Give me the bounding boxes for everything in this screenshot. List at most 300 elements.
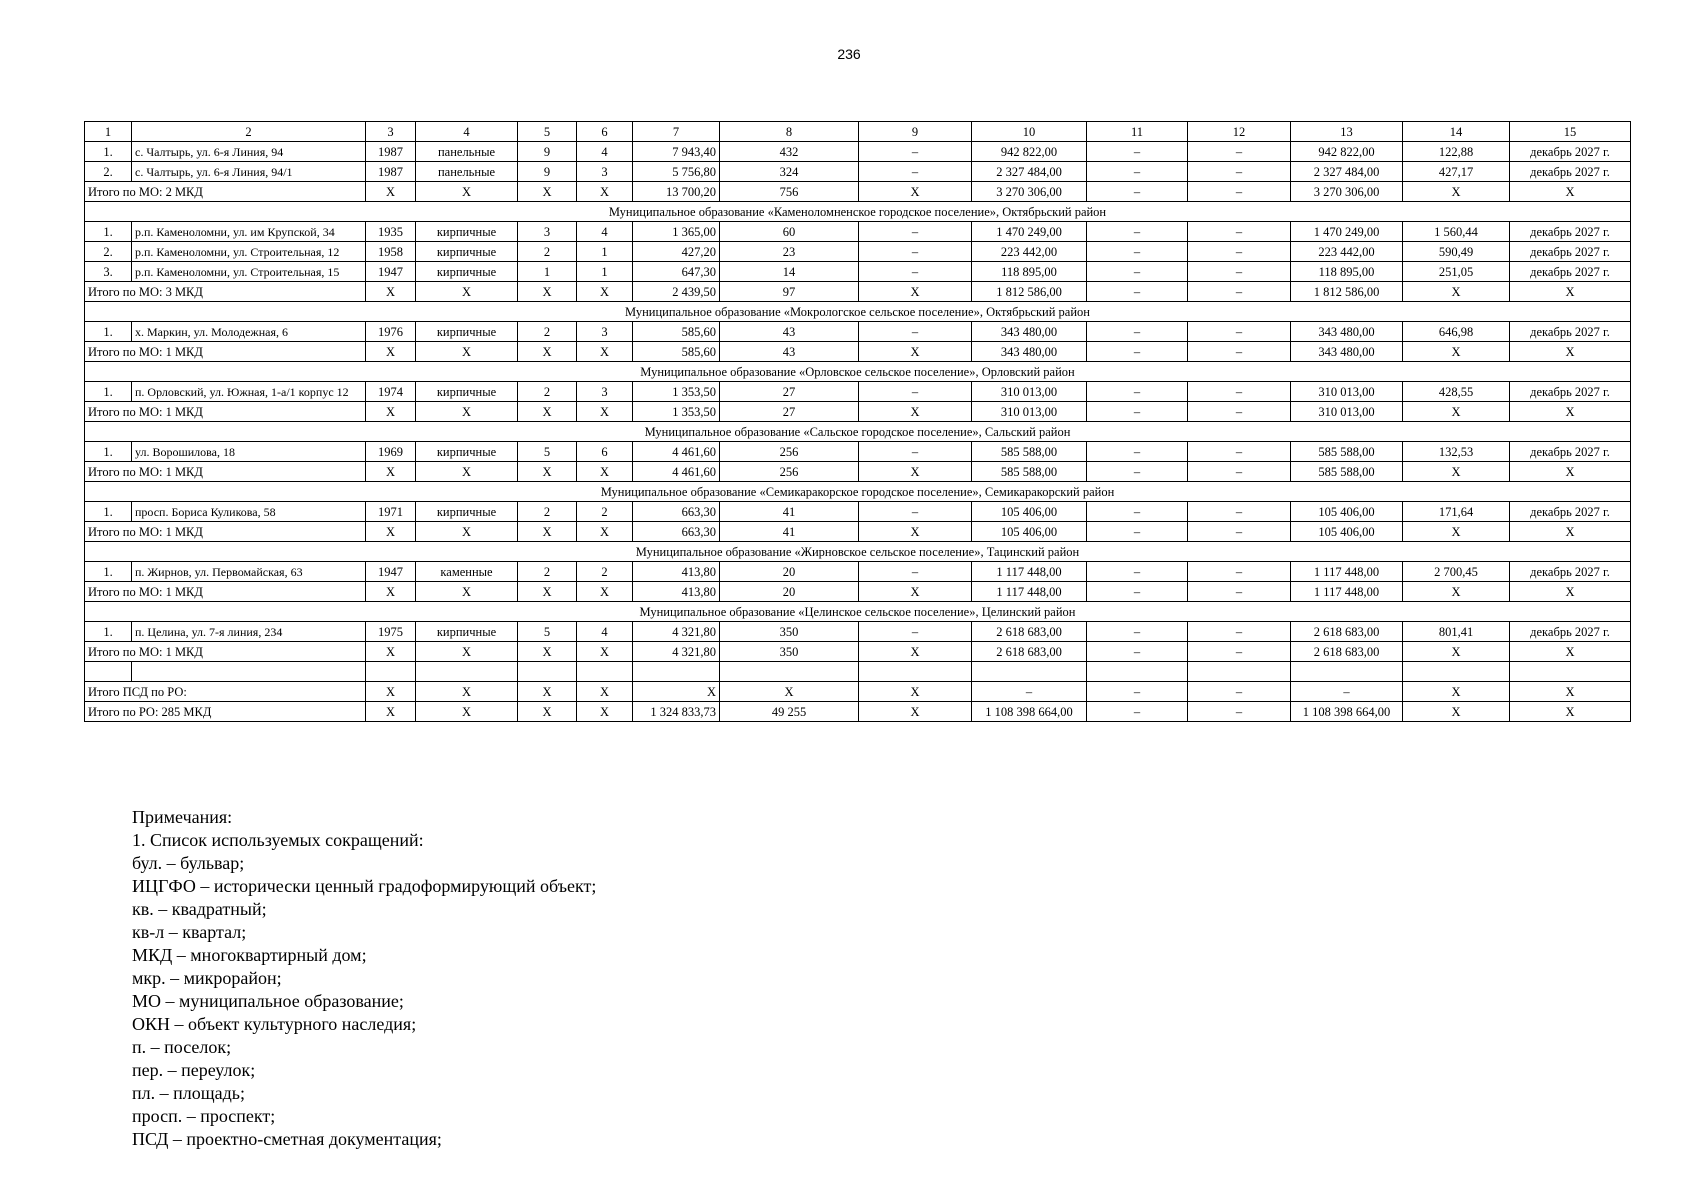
cell-c12: – <box>1188 222 1291 242</box>
cell-mat: кирпичные <box>416 262 518 282</box>
cell-c10: 310 013,00 <box>972 402 1087 422</box>
table-row <box>85 382 1631 402</box>
table-row <box>85 622 1631 642</box>
cell-c14: X <box>1403 342 1510 362</box>
cell-c13: 310 013,00 <box>1291 402 1403 422</box>
section-title: Муниципальное образование «Орловское сельское поселение», Орловский район <box>85 362 1631 382</box>
cell-c9: – <box>859 502 972 522</box>
cell-c14: X <box>1403 642 1510 662</box>
cell-c14: 427,17 <box>1403 162 1510 182</box>
note-line: пл. – площадь; <box>132 1083 245 1103</box>
cell-people: 350 <box>720 622 859 642</box>
cell-c12: – <box>1188 462 1291 482</box>
cell-mat: каменные <box>416 562 518 582</box>
cell-people: 350 <box>720 642 859 662</box>
notes-block <box>132 806 596 1151</box>
empty-cell <box>859 662 972 682</box>
cell-c14: X <box>1403 182 1510 202</box>
cell-entr: X <box>577 582 633 602</box>
cell-c11: – <box>1087 222 1188 242</box>
cell-c11: – <box>1087 142 1188 162</box>
cell-c9: X <box>859 402 972 422</box>
note-line: ОКН – объект культурного наследия; <box>132 1014 417 1034</box>
cell-floors: X <box>518 702 577 722</box>
cell-people: 20 <box>720 582 859 602</box>
cell-entr: 4 <box>577 622 633 642</box>
cell-c15: X <box>1510 342 1631 362</box>
column-header: 8 <box>720 122 859 142</box>
cell-area: 663,30 <box>633 522 720 542</box>
cell-c9: X <box>859 642 972 662</box>
total-label: Итого по МО: 1 МКД <box>85 582 366 602</box>
section-row <box>85 422 1631 442</box>
note-line: ИЦГФО – исторически ценный градоформирующий объект; <box>132 876 597 896</box>
row-number: 1. <box>85 322 132 342</box>
cell-c10: 343 480,00 <box>972 342 1087 362</box>
cell-c15: декабрь 2027 г. <box>1510 142 1631 162</box>
cell-floors: X <box>518 182 577 202</box>
cell-c14: 2 700,45 <box>1403 562 1510 582</box>
column-header: 15 <box>1510 122 1631 142</box>
cell-c12: – <box>1188 162 1291 182</box>
cell-people: 256 <box>720 442 859 462</box>
cell-c11: – <box>1087 502 1188 522</box>
cell-c10: 2 327 484,00 <box>972 162 1087 182</box>
cell-mat: кирпичные <box>416 622 518 642</box>
cell-c9: – <box>859 622 972 642</box>
cell-c9: X <box>859 182 972 202</box>
cell-c10: 223 442,00 <box>972 242 1087 262</box>
cell-year: 1947 <box>366 562 416 582</box>
cell-c14: 132,53 <box>1403 442 1510 462</box>
total-label: Итого по РО: 285 МКД <box>85 702 366 722</box>
empty-cell <box>1087 662 1188 682</box>
empty-cell <box>633 662 720 682</box>
empty-cell <box>132 662 366 682</box>
cell-year: X <box>366 642 416 662</box>
note-line: кв. – квадратный; <box>132 899 267 919</box>
cell-c15: X <box>1510 522 1631 542</box>
empty-cell <box>720 662 859 682</box>
cell-area: 4 461,60 <box>633 442 720 462</box>
cell-c15: X <box>1510 402 1631 422</box>
section-row <box>85 362 1631 382</box>
cell-area: 413,80 <box>633 562 720 582</box>
cell-c13: 2 618 683,00 <box>1291 622 1403 642</box>
cell-c12: – <box>1188 622 1291 642</box>
cell-c12: – <box>1188 402 1291 422</box>
cell-c9: X <box>859 282 972 302</box>
cell-c12: – <box>1188 522 1291 542</box>
cell-c12: – <box>1188 282 1291 302</box>
cell-c10: 105 406,00 <box>972 502 1087 522</box>
note-line: кв-л – квартал; <box>132 922 247 942</box>
total-label: Итого по МО: 1 МКД <box>85 402 366 422</box>
cell-c11: – <box>1087 622 1188 642</box>
note-line: Примечания: <box>132 807 233 827</box>
cell-c15: декабрь 2027 г. <box>1510 222 1631 242</box>
total-row <box>85 642 1631 662</box>
cell-c14: X <box>1403 682 1510 702</box>
note-line: МКД – многоквартирный дом; <box>132 945 367 965</box>
table-row <box>85 162 1631 182</box>
cell-c12: – <box>1188 142 1291 162</box>
cell-floors: X <box>518 342 577 362</box>
cell-c15: декабрь 2027 г. <box>1510 322 1631 342</box>
cell-c14: X <box>1403 462 1510 482</box>
cell-floors: 5 <box>518 442 577 462</box>
cell-year: 1976 <box>366 322 416 342</box>
address-cell: р.п. Каменоломни, ул. Строительная, 12 <box>132 242 366 262</box>
cell-mat: X <box>416 402 518 422</box>
column-header: 4 <box>416 122 518 142</box>
table-row <box>85 262 1631 282</box>
cell-c13: 3 270 306,00 <box>1291 182 1403 202</box>
cell-c12: – <box>1188 342 1291 362</box>
cell-c9: X <box>859 702 972 722</box>
cell-c13: 2 327 484,00 <box>1291 162 1403 182</box>
cell-floors: X <box>518 282 577 302</box>
row-number: 1. <box>85 222 132 242</box>
cell-people: 97 <box>720 282 859 302</box>
cell-entr: X <box>577 282 633 302</box>
total-label: Итого ПСД по РО: <box>85 682 366 702</box>
cell-c10: 118 895,00 <box>972 262 1087 282</box>
cell-c14: 801,41 <box>1403 622 1510 642</box>
cell-mat: кирпичные <box>416 382 518 402</box>
cell-area: 427,20 <box>633 242 720 262</box>
cell-c12: – <box>1188 642 1291 662</box>
cell-people: 324 <box>720 162 859 182</box>
cell-c10: 2 618 683,00 <box>972 622 1087 642</box>
cell-c9: – <box>859 242 972 262</box>
cell-c10: 2 618 683,00 <box>972 642 1087 662</box>
cell-c9: – <box>859 322 972 342</box>
cell-mat: X <box>416 282 518 302</box>
cell-c15: X <box>1510 582 1631 602</box>
cell-year: X <box>366 282 416 302</box>
cell-entr: X <box>577 182 633 202</box>
cell-entr: 6 <box>577 442 633 462</box>
cell-c14: X <box>1403 582 1510 602</box>
section-title: Муниципальное образование «Сальское городское поселение», Сальский район <box>85 422 1631 442</box>
cell-c9: – <box>859 142 972 162</box>
column-header: 13 <box>1291 122 1403 142</box>
cell-c11: – <box>1087 562 1188 582</box>
note-line: просп. – проспект; <box>132 1106 276 1126</box>
cell-c13: 343 480,00 <box>1291 342 1403 362</box>
cell-people: 43 <box>720 322 859 342</box>
cell-mat: X <box>416 702 518 722</box>
table-row <box>85 322 1631 342</box>
cell-area: 1 324 833,73 <box>633 702 720 722</box>
cell-year: 1987 <box>366 162 416 182</box>
empty-cell <box>1510 662 1631 682</box>
cell-people: 27 <box>720 402 859 422</box>
table-row <box>85 242 1631 262</box>
column-header: 10 <box>972 122 1087 142</box>
cell-c10: 1 470 249,00 <box>972 222 1087 242</box>
cell-c9: X <box>859 342 972 362</box>
row-number: 1. <box>85 442 132 462</box>
cell-c11: – <box>1087 402 1188 422</box>
cell-c13: 2 618 683,00 <box>1291 642 1403 662</box>
cell-area: 585,60 <box>633 342 720 362</box>
cell-c15: декабрь 2027 г. <box>1510 502 1631 522</box>
cell-area: 7 943,40 <box>633 142 720 162</box>
page-number: 236 <box>837 46 861 62</box>
section-row <box>85 302 1631 322</box>
cell-year: 1974 <box>366 382 416 402</box>
cell-c10: 1 117 448,00 <box>972 562 1087 582</box>
address-cell: ул. Ворошилова, 18 <box>132 442 366 462</box>
cell-c14: 1 560,44 <box>1403 222 1510 242</box>
cell-people: 43 <box>720 342 859 362</box>
cell-entr: X <box>577 642 633 662</box>
total-label: Итого по МО: 1 МКД <box>85 522 366 542</box>
row-number: 2. <box>85 162 132 182</box>
note-line: пер. – переулок; <box>132 1060 256 1080</box>
cell-c11: – <box>1087 182 1188 202</box>
cell-floors: 2 <box>518 242 577 262</box>
cell-c13: 1 470 249,00 <box>1291 222 1403 242</box>
cell-area: 585,60 <box>633 322 720 342</box>
cell-c10: 343 480,00 <box>972 322 1087 342</box>
cell-area: 663,30 <box>633 502 720 522</box>
address-cell: п. Орловский, ул. Южная, 1-а/1 корпус 12 <box>132 382 366 402</box>
cell-floors: 3 <box>518 222 577 242</box>
cell-entr: X <box>577 342 633 362</box>
column-header: 5 <box>518 122 577 142</box>
cell-c11: – <box>1087 462 1188 482</box>
cell-entr: 3 <box>577 382 633 402</box>
cell-c12: – <box>1188 262 1291 282</box>
cell-mat: кирпичные <box>416 502 518 522</box>
total-label: Итого по МО: 1 МКД <box>85 462 366 482</box>
cell-mat: X <box>416 582 518 602</box>
cell-c13: 105 406,00 <box>1291 522 1403 542</box>
column-header: 2 <box>132 122 366 142</box>
cell-c11: – <box>1087 582 1188 602</box>
cell-c15: декабрь 2027 г. <box>1510 262 1631 282</box>
cell-c9: – <box>859 442 972 462</box>
cell-c9: X <box>859 462 972 482</box>
cell-area: X <box>633 682 720 702</box>
empty-cell <box>85 662 132 682</box>
empty-cell <box>1291 662 1403 682</box>
cell-year: X <box>366 702 416 722</box>
cell-c12: – <box>1188 702 1291 722</box>
cell-area: 647,30 <box>633 262 720 282</box>
cell-year: X <box>366 182 416 202</box>
total-row <box>85 342 1631 362</box>
section-title: Муниципальное образование «Жирновское сельское поселение», Тацинский район <box>85 542 1631 562</box>
total-row <box>85 582 1631 602</box>
cell-c15: декабрь 2027 г. <box>1510 382 1631 402</box>
section-title: Муниципальное образование «Каменоломненское городское поселение», Октябрьский район <box>85 202 1631 222</box>
total-row <box>85 182 1631 202</box>
cell-c14: 590,49 <box>1403 242 1510 262</box>
note-line: бул. – бульвар; <box>132 853 245 873</box>
cell-c13: 223 442,00 <box>1291 242 1403 262</box>
cell-floors: 5 <box>518 622 577 642</box>
cell-c14: X <box>1403 522 1510 542</box>
row-number: 1. <box>85 502 132 522</box>
cell-c12: – <box>1188 182 1291 202</box>
housing-repair-table <box>84 121 1631 722</box>
cell-mat: X <box>416 522 518 542</box>
address-cell: р.п. Каменоломни, ул. им Крупской, 34 <box>132 222 366 242</box>
cell-c13: 310 013,00 <box>1291 382 1403 402</box>
cell-mat: панельные <box>416 162 518 182</box>
cell-c9: – <box>859 382 972 402</box>
address-cell: р.п. Каменоломни, ул. Строительная, 15 <box>132 262 366 282</box>
cell-c9: – <box>859 562 972 582</box>
cell-c9: – <box>859 162 972 182</box>
cell-c13: 1 117 448,00 <box>1291 582 1403 602</box>
cell-c15: X <box>1510 462 1631 482</box>
cell-c14: X <box>1403 282 1510 302</box>
cell-area: 13 700,20 <box>633 182 720 202</box>
note-line: п. – поселок; <box>132 1037 232 1057</box>
row-number: 2. <box>85 242 132 262</box>
cell-mat: X <box>416 462 518 482</box>
cell-floors: 1 <box>518 262 577 282</box>
cell-c14: 122,88 <box>1403 142 1510 162</box>
cell-area: 2 439,50 <box>633 282 720 302</box>
cell-year: 1975 <box>366 622 416 642</box>
cell-mat: X <box>416 682 518 702</box>
column-header: 9 <box>859 122 972 142</box>
header-row <box>85 122 1631 142</box>
row-number: 1. <box>85 382 132 402</box>
cell-c9: X <box>859 522 972 542</box>
total-label: Итого по МО: 1 МКД <box>85 642 366 662</box>
cell-floors: X <box>518 642 577 662</box>
cell-year: 1987 <box>366 142 416 162</box>
table-row <box>85 442 1631 462</box>
cell-mat: панельные <box>416 142 518 162</box>
address-cell: просп. Бориса Куликова, 58 <box>132 502 366 522</box>
cell-c11: – <box>1087 682 1188 702</box>
empty-cell <box>1188 662 1291 682</box>
total-row <box>85 282 1631 302</box>
cell-floors: 2 <box>518 382 577 402</box>
cell-c10: 310 013,00 <box>972 382 1087 402</box>
cell-people: 14 <box>720 262 859 282</box>
cell-mat: кирпичные <box>416 442 518 462</box>
total-row <box>85 522 1631 542</box>
empty-cell <box>577 662 633 682</box>
cell-c11: – <box>1087 522 1188 542</box>
cell-c13: 585 588,00 <box>1291 442 1403 462</box>
cell-entr: X <box>577 402 633 422</box>
column-header: 1 <box>85 122 132 142</box>
cell-c10: 105 406,00 <box>972 522 1087 542</box>
cell-year: X <box>366 402 416 422</box>
cell-year: 1969 <box>366 442 416 462</box>
cell-c9: – <box>859 262 972 282</box>
cell-c13: 1 812 586,00 <box>1291 282 1403 302</box>
cell-c10: – <box>972 682 1087 702</box>
cell-c13: 1 108 398 664,00 <box>1291 702 1403 722</box>
cell-people: 256 <box>720 462 859 482</box>
cell-area: 1 365,00 <box>633 222 720 242</box>
cell-people: 756 <box>720 182 859 202</box>
cell-entr: 2 <box>577 562 633 582</box>
cell-mat: кирпичные <box>416 322 518 342</box>
cell-floors: 2 <box>518 322 577 342</box>
cell-people: 432 <box>720 142 859 162</box>
cell-floors: X <box>518 682 577 702</box>
cell-c12: – <box>1188 442 1291 462</box>
cell-mat: кирпичные <box>416 222 518 242</box>
section-row <box>85 482 1631 502</box>
cell-year: X <box>366 342 416 362</box>
section-title: Муниципальное образование «Мокрологское сельское поселение», Октябрьский район <box>85 302 1631 322</box>
cell-people: 60 <box>720 222 859 242</box>
table-row <box>85 222 1631 242</box>
cell-c11: – <box>1087 282 1188 302</box>
empty-cell <box>1403 662 1510 682</box>
cell-year: X <box>366 682 416 702</box>
cell-entr: X <box>577 462 633 482</box>
cell-c13: 585 588,00 <box>1291 462 1403 482</box>
total-row <box>85 402 1631 422</box>
cell-people: 23 <box>720 242 859 262</box>
cell-c14: X <box>1403 702 1510 722</box>
column-header: 12 <box>1188 122 1291 142</box>
cell-c12: – <box>1188 382 1291 402</box>
note-line: 1. Список используемых сокращений: <box>132 830 424 850</box>
cell-c10: 585 588,00 <box>972 442 1087 462</box>
cell-c14: 251,05 <box>1403 262 1510 282</box>
cell-c12: – <box>1188 682 1291 702</box>
cell-year: 1971 <box>366 502 416 522</box>
total-row <box>85 462 1631 482</box>
row-number: 1. <box>85 142 132 162</box>
total-label: Итого по МО: 1 МКД <box>85 342 366 362</box>
cell-area: 5 756,80 <box>633 162 720 182</box>
cell-area: 1 353,50 <box>633 382 720 402</box>
table-row <box>85 562 1631 582</box>
cell-year: 1947 <box>366 262 416 282</box>
table-row <box>85 142 1631 162</box>
cell-c12: – <box>1188 242 1291 262</box>
cell-c14: 171,64 <box>1403 502 1510 522</box>
cell-c15: декабрь 2027 г. <box>1510 162 1631 182</box>
cell-people: X <box>720 682 859 702</box>
cell-c14: 428,55 <box>1403 382 1510 402</box>
cell-c13: 942 822,00 <box>1291 142 1403 162</box>
cell-c10: 1 117 448,00 <box>972 582 1087 602</box>
cell-c10: 1 108 398 664,00 <box>972 702 1087 722</box>
cell-entr: 4 <box>577 222 633 242</box>
cell-c11: – <box>1087 702 1188 722</box>
cell-floors: X <box>518 402 577 422</box>
column-header: 11 <box>1087 122 1188 142</box>
cell-c13: 118 895,00 <box>1291 262 1403 282</box>
grand-total-row <box>85 702 1631 722</box>
section-row <box>85 542 1631 562</box>
cell-entr: X <box>577 682 633 702</box>
empty-cell <box>518 662 577 682</box>
cell-c11: – <box>1087 242 1188 262</box>
section-title: Муниципальное образование «Целинское сельское поселение», Целинский район <box>85 602 1631 622</box>
cell-year: 1958 <box>366 242 416 262</box>
cell-floors: X <box>518 462 577 482</box>
cell-c11: – <box>1087 442 1188 462</box>
